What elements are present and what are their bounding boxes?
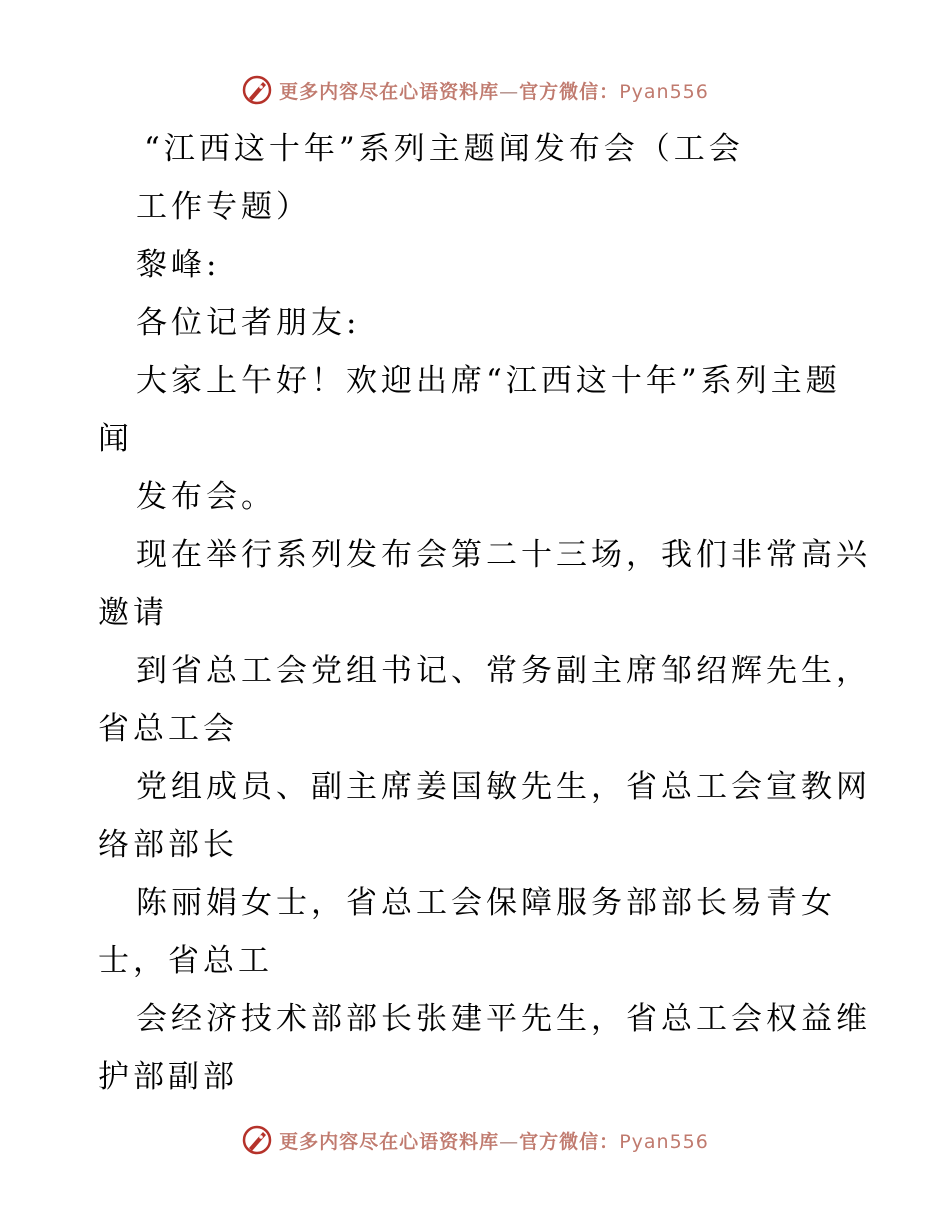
pen-logo-icon xyxy=(241,74,273,106)
text-line: 士，省总工 xyxy=(98,943,273,979)
text-line: 会经济技术部部长张建平先生，省总工会权益维 xyxy=(136,1001,871,1037)
header-watermark xyxy=(0,70,950,110)
title-line-2: 工作专题） xyxy=(136,189,311,225)
text-line: 络部部长 xyxy=(98,827,238,863)
text-line: 到省总工会党组书记、常务副主席邹绍辉先生， xyxy=(136,653,871,689)
text-line: 护部副部 xyxy=(98,1059,238,1095)
text-line: 闻 xyxy=(98,421,133,457)
footer-watermark xyxy=(0,1120,950,1160)
text-line: 邀请 xyxy=(98,595,168,631)
document-body xyxy=(98,120,871,1106)
text-line: 发布会。 xyxy=(136,479,276,515)
text-line: 现在举行系列发布会第二十三场，我们非常高兴 xyxy=(136,537,871,573)
pen-logo-icon xyxy=(241,1124,273,1156)
speaker-name: 黎峰: xyxy=(136,247,221,283)
watermark-text: 更多内容尽在心语资料库—官方微信：Pyan556 xyxy=(279,1130,709,1153)
watermark-text: 更多内容尽在心语资料库—官方微信：Pyan556 xyxy=(279,80,709,103)
text-line: 大家上午好！欢迎出席“江西这十年”系列主题 xyxy=(136,363,841,399)
text-line: 陈丽娟女士，省总工会保障服务部部长易青女 xyxy=(136,885,836,921)
text-line: 各位记者朋友: xyxy=(136,305,361,341)
text-line: 省总工会 xyxy=(98,711,238,747)
title-line-1: “江西这十年”系列主题闻发布会（工会 xyxy=(144,131,744,167)
text-line: 党组成员、副主席姜国敏先生，省总工会宣教网 xyxy=(136,769,871,805)
